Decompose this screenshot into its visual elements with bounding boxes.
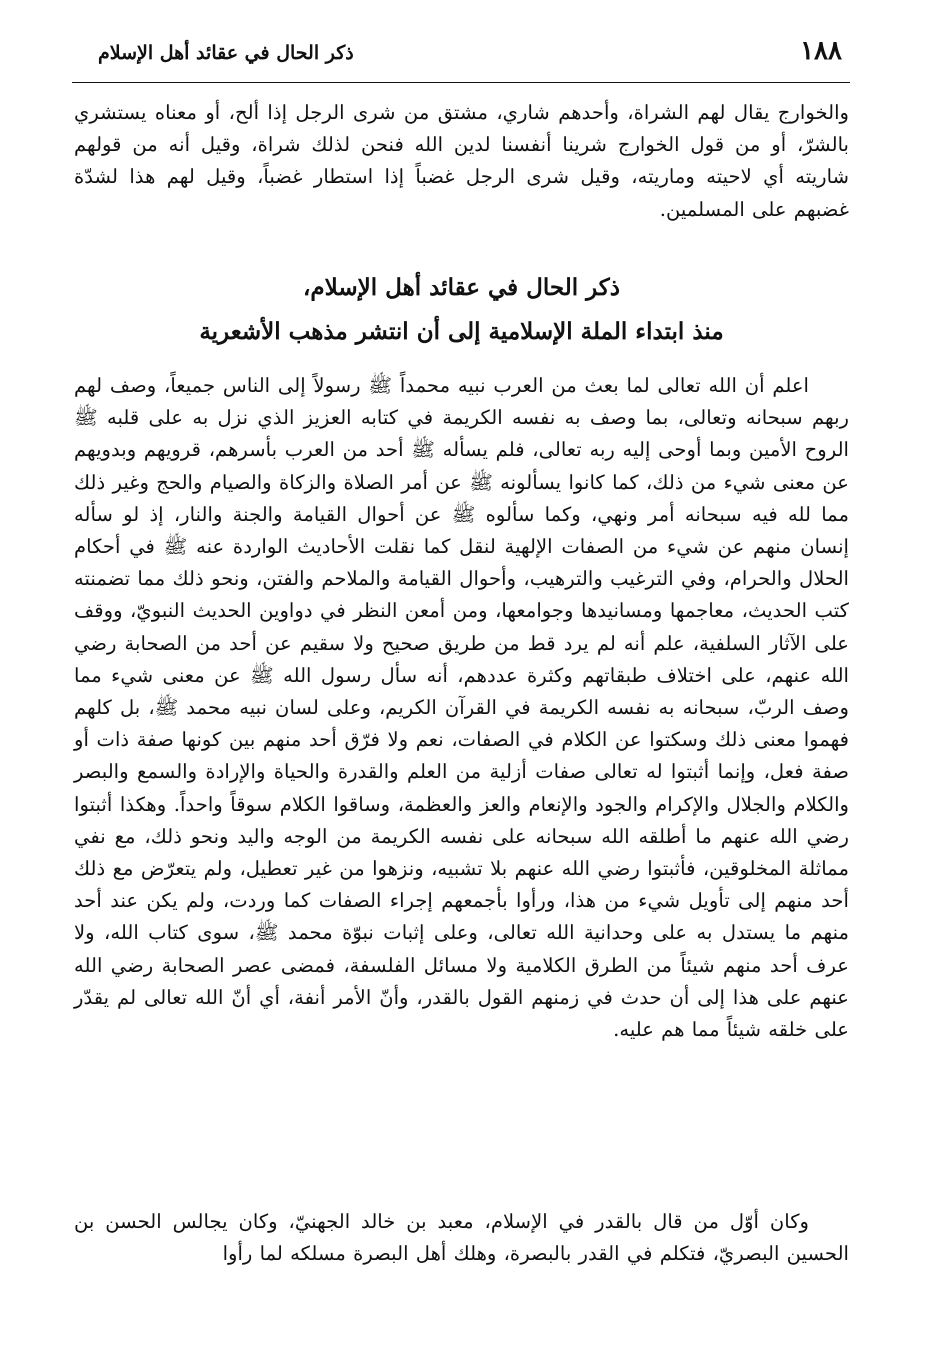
page-header	[72, 30, 850, 78]
intro-paragraph-block	[74, 97, 849, 226]
section-title-line-1: ذكر الحال في عقائد أهل الإسلام،	[303, 274, 620, 301]
main-paragraph: اعلم أن الله تعالى لما بعث من العرب نبيه محمداً ﷺ رسولاً إلى الناس جميعاً، وصف لهم ربهم سبحانه وتعالى، بما وصف به نفسه الكريمة في كتابه العزيز الذي نزل به على قلبه ﷺ الروح الأمين وبما أوحى إليه ربه تعالى، فلم يسأله ﷺ أحد من العرب بأسرهم، قرويهم وبدويهم عن معنى شيء من ذلك، كما كانوا يسألونه ﷺ عن أمر الصلاة والزكاة والصيام والحج وغير ذلك مما لله فيه سبحانه أمر ونهي، وكما سألوه ﷺ عن أحوال القيامة والجنة والنار، إذ لو سأله إنسان منهم عن شيء من الصفات الإلهية لنقل كما نقلت الأحاديث الواردة عنه ﷺ في أحكام الحلال والحرام، وفي الترغيب والترهيب، وأحوال القيامة والملاحم والفتن، ونحو ذلك مما تضمنته كتب الحديث، معاجمها ومسانيدها وجوامعها، ومن أمعن النظر في دواوين الحديث النبويّ، ووقف على الآثار السلفية، علم أنه لم يرد قط من طريق صحيح ولا سقيم عن أحد من الصحابة رضي الله عنهم، على اختلاف طبقاتهم وكثرة عددهم، أنه سأل رسول الله ﷺ عن معنى شيء مما وصف الربّ، سبحانه به نفسه الكريمة في القرآن الكريم، وعلى لسان نبيه محمد ﷺ، بل كلهم فهموا معنى ذلك وسكتوا عن الكلام في الصفات، نعم ولا فرّق أحد منهم بين كونها صفة ذات أو صفة فعل، وإنما أثبتوا له تعالى صفات أزلية من العلم والقدرة والحياة والإرادة والسمع والبصر والكلام والجلال والإكرام والجود والإنعام والعز والعظمة، وساقوا الكلام سوقاً واحداً. وهكذا أثبتوا رضي الله عنهم ما أطلقه الله سبحانه على نفسه الكريمة من الوجه واليد ونحو ذلك، مع نفي مماثلة المخلوقين، فأثبتوا رضي الله عنهم بلا تشبيه، ونزهوا من غير تعطيل، ولم يتعرّض مع ذلك أحد منهم إلى تأويل شيء من هذا، ورأوا بأجمعهم إجراء الصفات كما وردت، ولم يكن عند أحد منهم ما يستدل به على وحدانية الله تعالى، وعلى إثبات نبوّة محمد ﷺ، سوى كتاب الله، ولا عرف أحد منهم شيئاً من الطرق الكلامية ولا مسائل الفلسفة، فمضى عصر الصحابة رضي الله عنهم على هذا إلى أن حدث في زمنهم القول بالقدر، وأنّ الأمر أنفة، أي أنّ الله تعالى لم يقدّر على خلقه شيئاً مما هم عليه.	[74, 374, 849, 1042]
running-title: ذكر الحال في عقائد أهل الإسلام	[98, 42, 354, 64]
section-heading	[74, 266, 849, 354]
last-paragraph: وكان أوّل من قال بالقدر في الإسلام، معبد بن خالد الجهنيّ، وكان يجالس الحسن بن الحسين البصريّ، فتكلم في القدر بالبصرة، وهلك أهل البصرة مسلكه لما رأوا	[74, 1210, 849, 1266]
header-divider	[72, 82, 850, 83]
last-paragraph-block	[74, 1206, 849, 1270]
page-number: ١٨٨	[800, 36, 842, 66]
intro-paragraph: والخوارج يقال لهم الشراة، وأحدهم شاري، مشتق من شرى الرجل إذا ألح، أو معناه يستشري بالشرّ، أو من قول الخوارج شرينا أنفسنا لدين الله فنحن لذلك شراة، وقيل أنه من قولهم شاريته أي لاحيته وماريته، وقيل شرى الرجل غضباً إذا استطار غضباً، وقيل لهم هذا لشدّة غضبهم على المسلمين.	[74, 101, 849, 221]
main-paragraph-block	[74, 370, 849, 1046]
section-title-line-2: منذ ابتداء الملة الإسلامية إلى أن انتشر مذهب الأشعرية	[199, 318, 724, 345]
